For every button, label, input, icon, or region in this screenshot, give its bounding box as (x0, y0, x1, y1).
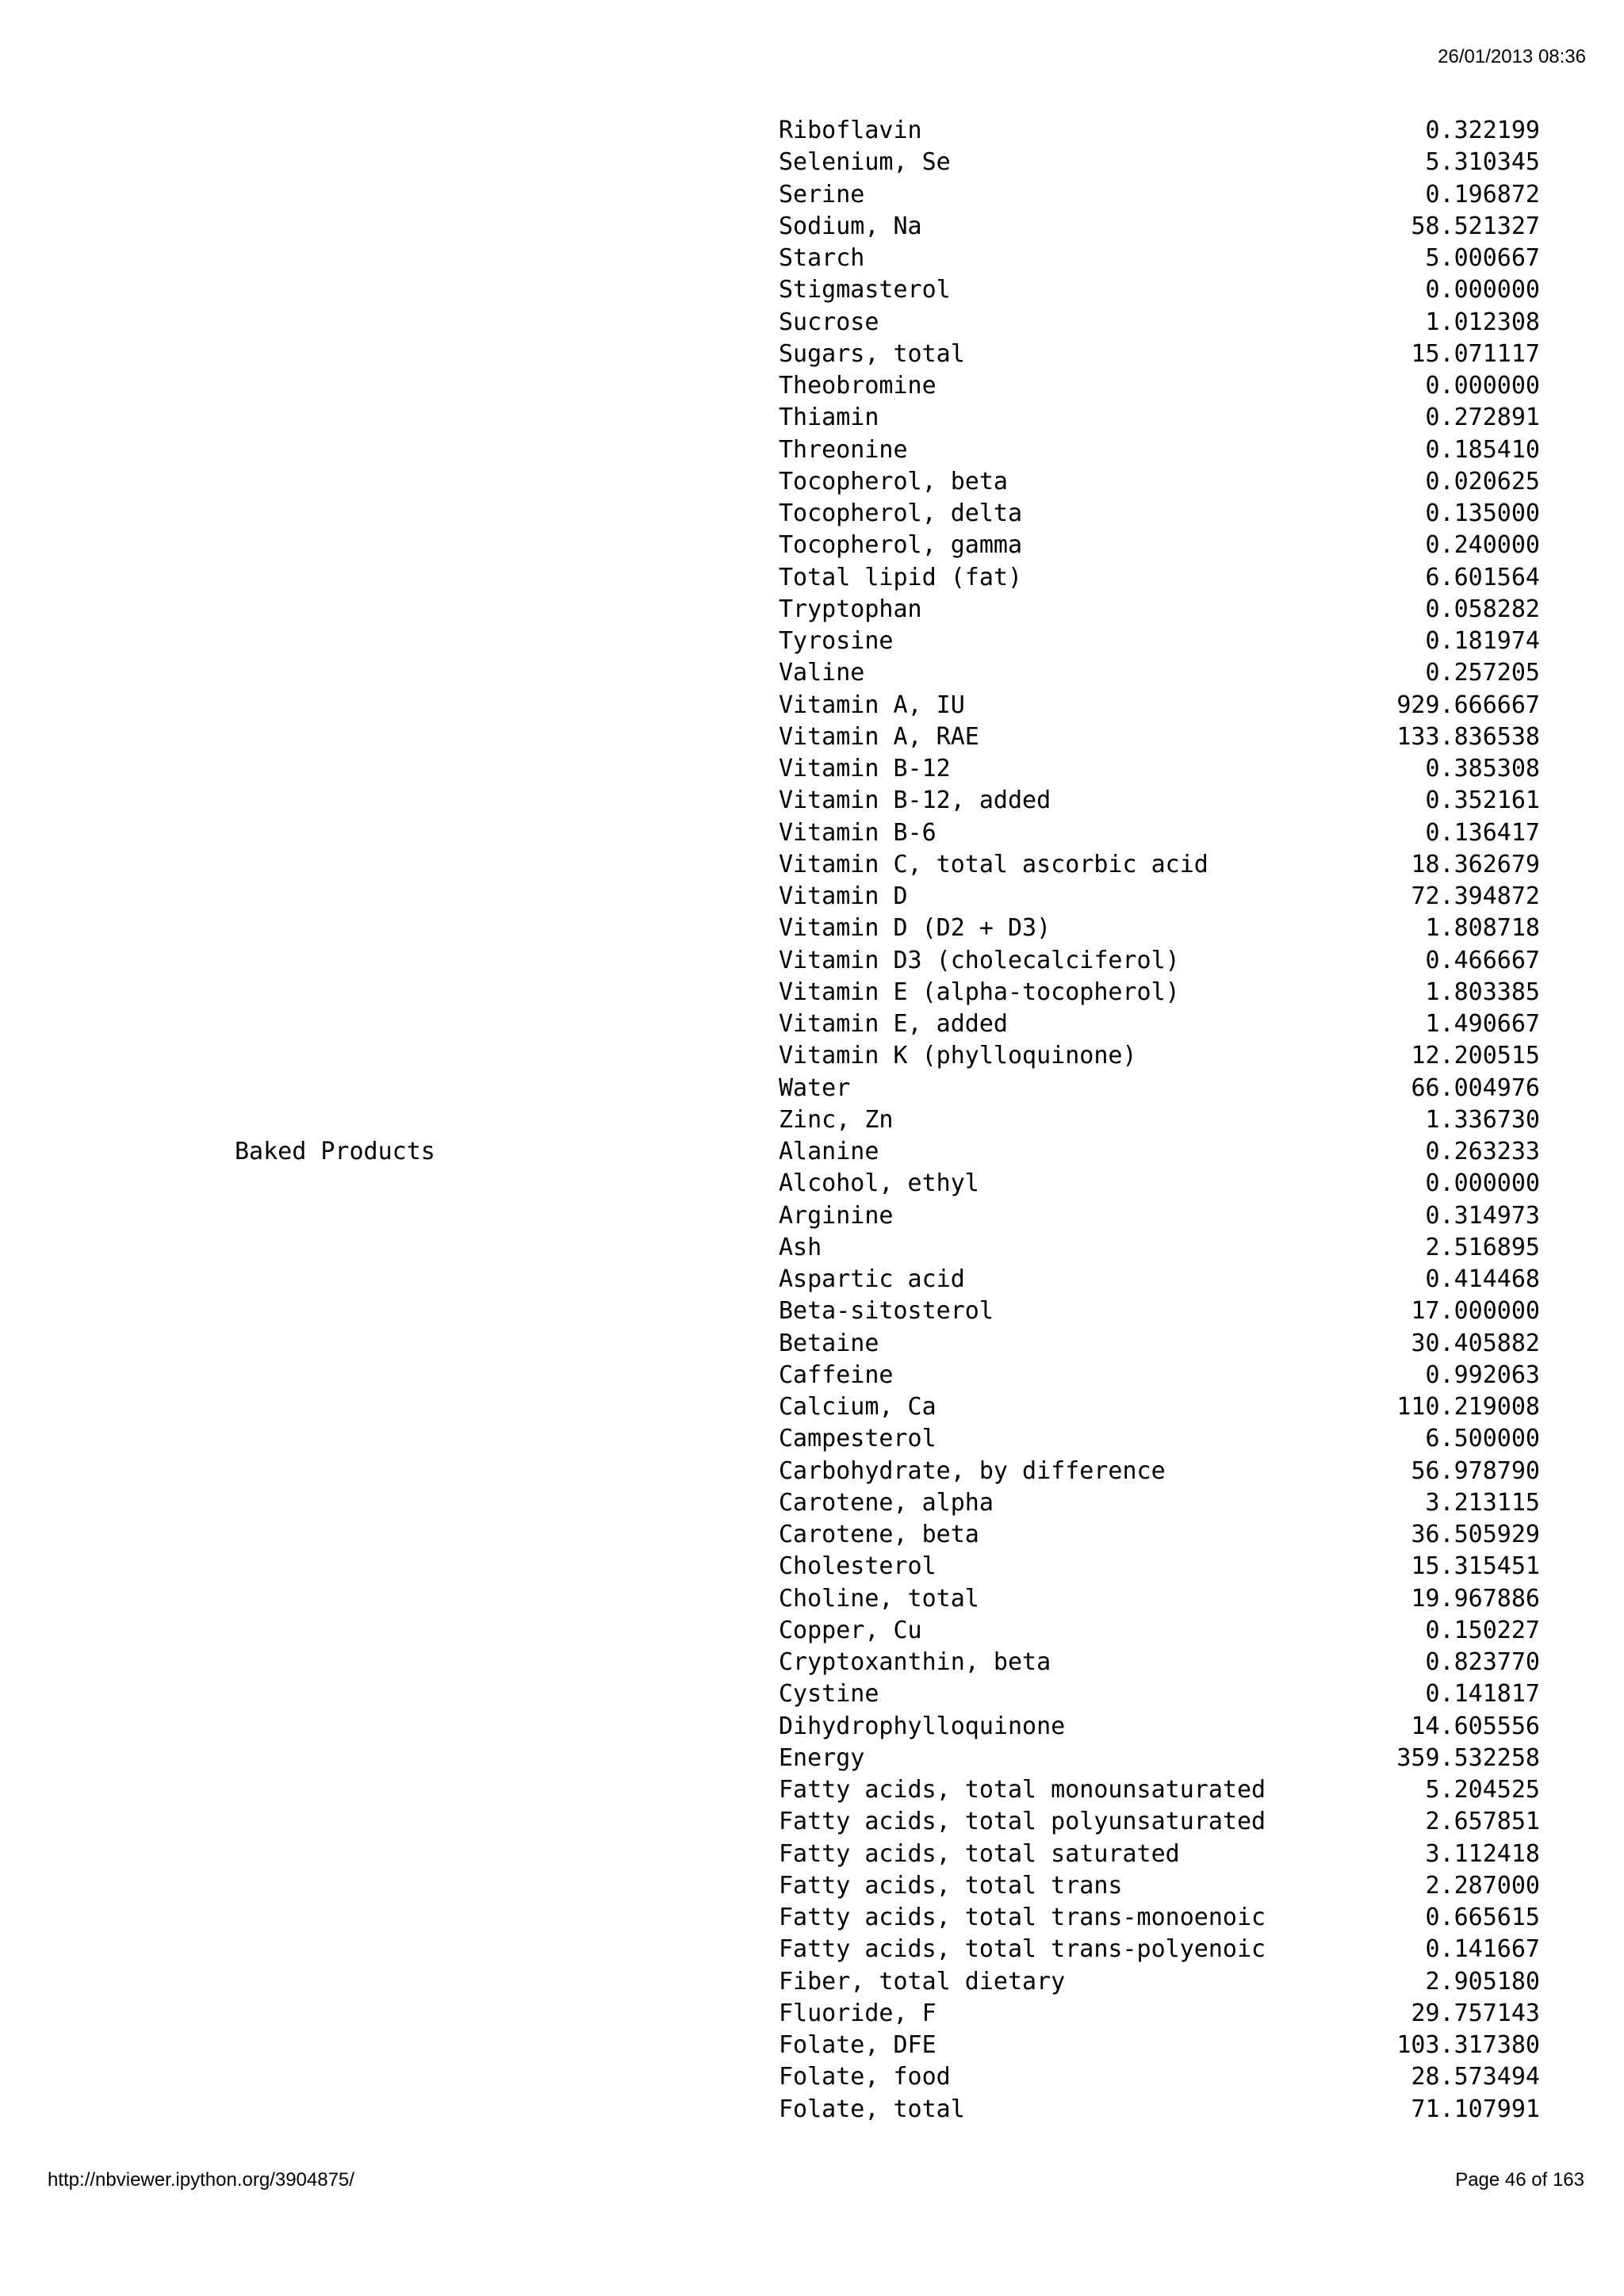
nutrient-table (0, 115, 1624, 2126)
nutrient-name: Fatty acids, total trans-polyenoic (779, 1935, 1266, 1964)
nutrient-value: 0.665615 (1425, 1904, 1540, 1931)
nutrient-value: 0.992063 (1425, 1360, 1540, 1389)
nutrient-value: 0.000000 (1425, 1169, 1540, 1198)
nutrient-value: 3.213115 (1425, 1488, 1540, 1517)
nutrient-name: Folate, total (779, 2095, 965, 2123)
table-row (0, 466, 1624, 498)
table-row (0, 1295, 1624, 1327)
table-row (0, 1902, 1624, 1934)
table-row (0, 1200, 1624, 1232)
nutrient-name: Cryptoxanthin, beta (779, 1648, 1051, 1676)
nutrient-name: Vitamin K (phylloquinone) (779, 1042, 1137, 1070)
table-row (0, 945, 1624, 977)
table-row (0, 1870, 1624, 1902)
table-row (0, 1264, 1624, 1295)
table-row (0, 1168, 1624, 1200)
nutrient-name: Calcium, Ca (779, 1393, 936, 1421)
nutrient-name: Selenium, Se (779, 148, 951, 177)
nutrient-value: 66.004976 (1411, 1073, 1540, 1102)
nutrient-value: 2.516895 (1425, 1233, 1540, 1261)
nutrient-name: Fatty acids, total monounsaturated (779, 1776, 1266, 1804)
nutrient-value: 0.263233 (1425, 1138, 1540, 1165)
nutrient-value: 28.573494 (1411, 2063, 1540, 2091)
table-row (0, 1711, 1624, 1743)
nutrient-value: 0.414468 (1425, 1265, 1540, 1293)
table-row (0, 785, 1624, 817)
nutrient-value: 14.605556 (1411, 1712, 1540, 1740)
nutrient-name: Beta-sitosterol (779, 1297, 994, 1326)
nutrient-value: 0.150227 (1425, 1616, 1540, 1644)
nutrient-value: 5.000667 (1425, 244, 1540, 272)
nutrient-name: Tocopherol, beta (779, 467, 1008, 496)
table-row (0, 1551, 1624, 1582)
nutrient-name: Tocopherol, gamma (779, 531, 1023, 560)
nutrient-name: Fiber, total dietary (779, 1967, 1066, 1996)
nutrient-name: Betaine (779, 1329, 879, 1357)
nutrient-value: 12.200515 (1411, 1042, 1540, 1070)
nutrient-name: Vitamin D3 (cholecalciferol) (779, 946, 1180, 974)
nutrient-value: 929.666667 (1396, 691, 1540, 719)
table-row (0, 1423, 1624, 1455)
nutrient-value: 110.219008 (1396, 1393, 1540, 1421)
table-row (0, 274, 1624, 306)
table-row (0, 721, 1624, 753)
nutrient-name: Sucrose (779, 308, 879, 336)
table-row (0, 562, 1624, 594)
nutrient-value: 0.823770 (1425, 1648, 1540, 1676)
nutrient-value: 0.135000 (1425, 499, 1540, 527)
nutrient-name: Fatty acids, total saturated (779, 1839, 1180, 1868)
nutrient-value: 1.808718 (1425, 914, 1540, 943)
table-row (0, 753, 1624, 785)
nutrient-name: Vitamin E (alpha-tocopherol) (779, 978, 1180, 1006)
nutrient-name: Total lipid (fat) (779, 563, 1023, 591)
nutrient-name: Folate, food (779, 2063, 951, 2091)
nutrient-name: Folate, DFE (779, 2031, 936, 2059)
footer-url-link[interactable]: http://nbviewer.ipython.org/3904875/ (48, 2169, 354, 2191)
table-row (0, 1040, 1624, 1072)
table-row (0, 881, 1624, 913)
nutrient-value: 103.317380 (1396, 2031, 1540, 2059)
nutrient-value: 2.657851 (1425, 1808, 1540, 1836)
nutrient-value: 6.500000 (1425, 1425, 1540, 1453)
nutrient-name: Energy (779, 1743, 865, 1772)
table-row (0, 657, 1624, 689)
table-row (0, 817, 1624, 849)
table-row (0, 849, 1624, 881)
table-row (0, 211, 1624, 243)
table-row (0, 913, 1624, 944)
table-row (0, 1104, 1624, 1136)
table-row (0, 1998, 1624, 2030)
nutrient-value: 17.000000 (1411, 1297, 1540, 1326)
table-row (0, 307, 1624, 339)
nutrient-value: 0.272891 (1425, 404, 1540, 432)
nutrient-value: 29.757143 (1411, 1999, 1540, 2027)
table-row (0, 1678, 1624, 1710)
table-row (0, 690, 1624, 721)
nutrient-name: Vitamin B-6 (779, 818, 936, 847)
nutrient-name: Fatty acids, total trans-monoenoic (779, 1904, 1266, 1931)
nutrient-name: Stigmasterol (779, 276, 951, 304)
nutrient-value: 15.071117 (1411, 339, 1540, 368)
table-row (0, 1519, 1624, 1551)
table-row (0, 1615, 1624, 1647)
nutrient-name: Fluoride, F (779, 1999, 936, 2027)
table-row (0, 1839, 1624, 1870)
table-row (0, 1328, 1624, 1360)
nutrient-name: Sodium, Na (779, 212, 922, 240)
nutrient-value: 0.020625 (1425, 467, 1540, 496)
nutrient-name: Vitamin D (779, 882, 908, 910)
table-row (0, 1806, 1624, 1838)
nutrient-name: Tyrosine (779, 627, 894, 655)
table-row (0, 243, 1624, 274)
nutrient-value: 58.521327 (1411, 212, 1540, 240)
nutrient-value: 0.058282 (1425, 595, 1540, 623)
table-row (0, 1456, 1624, 1487)
nutrient-name: Choline, total (779, 1584, 979, 1613)
nutrient-value: 0.385308 (1425, 755, 1540, 783)
nutrient-name: Sugars, total (779, 339, 965, 368)
nutrient-name: Tocopherol, delta (779, 499, 1023, 527)
nutrient-value: 0.181974 (1425, 627, 1540, 655)
nutrient-name: Tryptophan (779, 595, 922, 623)
table-row (0, 2061, 1624, 2093)
table-row (0, 1774, 1624, 1806)
nutrient-value: 30.405882 (1411, 1329, 1540, 1357)
nutrient-value: 1.490667 (1425, 1010, 1540, 1038)
nutrient-value: 0.141817 (1425, 1680, 1540, 1709)
nutrient-name: Ash (779, 1233, 822, 1261)
nutrient-name: Carotene, beta (779, 1521, 979, 1548)
table-row (0, 594, 1624, 626)
table-row (0, 1391, 1624, 1423)
nutrient-name: Valine (779, 659, 865, 687)
nutrient-value: 0.141667 (1425, 1935, 1540, 1964)
nutrient-name: Vitamin A, IU (779, 691, 965, 719)
nutrient-name: Thiamin (779, 404, 879, 432)
nutrient-name: Copper, Cu (779, 1616, 922, 1644)
nutrient-value: 1.336730 (1425, 1105, 1540, 1134)
nutrient-name: Water (779, 1073, 851, 1102)
nutrient-name: Dihydrophylloquinone (779, 1712, 1066, 1740)
table-row (0, 179, 1624, 211)
table-row (0, 1073, 1624, 1104)
nutrient-name: Vitamin B-12 (779, 755, 951, 783)
nutrient-value: 0.322199 (1425, 117, 1540, 144)
nutrient-value: 1.012308 (1425, 308, 1540, 336)
nutrient-value: 2.905180 (1425, 1967, 1540, 1996)
nutrient-name: Vitamin D (D2 + D3) (779, 914, 1051, 943)
nutrient-value: 18.362679 (1411, 850, 1540, 878)
nutrient-value: 15.315451 (1411, 1552, 1540, 1581)
nutrient-value: 36.505929 (1411, 1521, 1540, 1548)
table-row (0, 1136, 1624, 1168)
nutrient-value: 3.112418 (1425, 1839, 1540, 1868)
nutrient-value: 6.601564 (1425, 563, 1540, 591)
table-row (0, 1647, 1624, 1678)
nutrient-name: Serine (779, 180, 865, 209)
table-row (0, 1743, 1624, 1774)
table-row (0, 977, 1624, 1008)
nutrient-name: Carotene, alpha (779, 1488, 994, 1517)
nutrient-value: 0.466667 (1425, 946, 1540, 974)
nutrient-name: Riboflavin (779, 117, 922, 144)
table-row (0, 147, 1624, 178)
nutrient-value: 56.978790 (1411, 1456, 1540, 1485)
food-group-label: Baked Products (235, 1138, 435, 1165)
table-row (0, 1232, 1624, 1264)
nutrient-value: 5.310345 (1425, 148, 1540, 177)
nutrient-name: Vitamin C, total ascorbic acid (779, 850, 1208, 878)
table-row (0, 402, 1624, 434)
table-row (0, 626, 1624, 657)
nutrient-value: 0.257205 (1425, 659, 1540, 687)
page-number: Page 46 of 163 (1455, 2169, 1584, 2191)
table-row (0, 498, 1624, 530)
nutrient-name: Vitamin B-12, added (779, 786, 1051, 815)
nutrient-value: 133.836538 (1396, 722, 1540, 751)
nutrient-value: 0.314973 (1425, 1201, 1540, 1230)
nutrient-value: 0.136417 (1425, 818, 1540, 847)
nutrient-name: Cystine (779, 1680, 879, 1709)
table-row (0, 339, 1624, 370)
table-row (0, 1487, 1624, 1519)
table-row (0, 1966, 1624, 1998)
nutrient-name: Carbohydrate, by difference (779, 1456, 1166, 1485)
table-row (0, 434, 1624, 466)
nutrient-value: 0.185410 (1425, 435, 1540, 464)
nutrient-value: 0.000000 (1425, 372, 1540, 400)
nutrient-name: Vitamin E, added (779, 1010, 1008, 1038)
nutrient-value: 0.196872 (1425, 180, 1540, 209)
nutrient-value: 71.107991 (1411, 2095, 1540, 2123)
nutrient-name: Arginine (779, 1201, 894, 1230)
nutrient-value: 72.394872 (1411, 882, 1540, 910)
nutrient-value: 2.287000 (1425, 1871, 1540, 1900)
nutrient-name: Alanine (779, 1138, 879, 1165)
nutrient-name: Alcohol, ethyl (779, 1169, 979, 1198)
table-row (0, 1583, 1624, 1615)
table-row (0, 1008, 1624, 1040)
nutrient-name: Aspartic acid (779, 1265, 965, 1293)
table-row (0, 1934, 1624, 1965)
nutrient-name: Fatty acids, total trans (779, 1871, 1123, 1900)
table-row (0, 370, 1624, 402)
nutrient-value: 0.240000 (1425, 531, 1540, 560)
nutrient-name: Vitamin A, RAE (779, 722, 979, 751)
table-row (0, 2030, 1624, 2061)
table-row (0, 1360, 1624, 1391)
nutrient-name: Starch (779, 244, 865, 272)
table-row (0, 530, 1624, 561)
nutrient-value: 1.803385 (1425, 978, 1540, 1006)
nutrient-value: 19.967886 (1411, 1584, 1540, 1613)
nutrient-name: Zinc, Zn (779, 1105, 894, 1134)
nutrient-value: 0.352161 (1425, 786, 1540, 815)
table-row (0, 115, 1624, 147)
nutrient-name: Threonine (779, 435, 908, 464)
nutrient-name: Cholesterol (779, 1552, 936, 1581)
nutrient-name: Caffeine (779, 1360, 894, 1389)
table-row (0, 2094, 1624, 2126)
nutrient-value: 0.000000 (1425, 276, 1540, 304)
nutrient-name: Theobromine (779, 372, 936, 400)
nutrient-name: Campesterol (779, 1425, 936, 1453)
nutrient-name: Fatty acids, total polyunsaturated (779, 1808, 1266, 1836)
nutrient-value: 5.204525 (1425, 1776, 1540, 1804)
print-timestamp: 26/01/2013 08:36 (1438, 46, 1586, 67)
nutrient-value: 359.532258 (1396, 1743, 1540, 1772)
